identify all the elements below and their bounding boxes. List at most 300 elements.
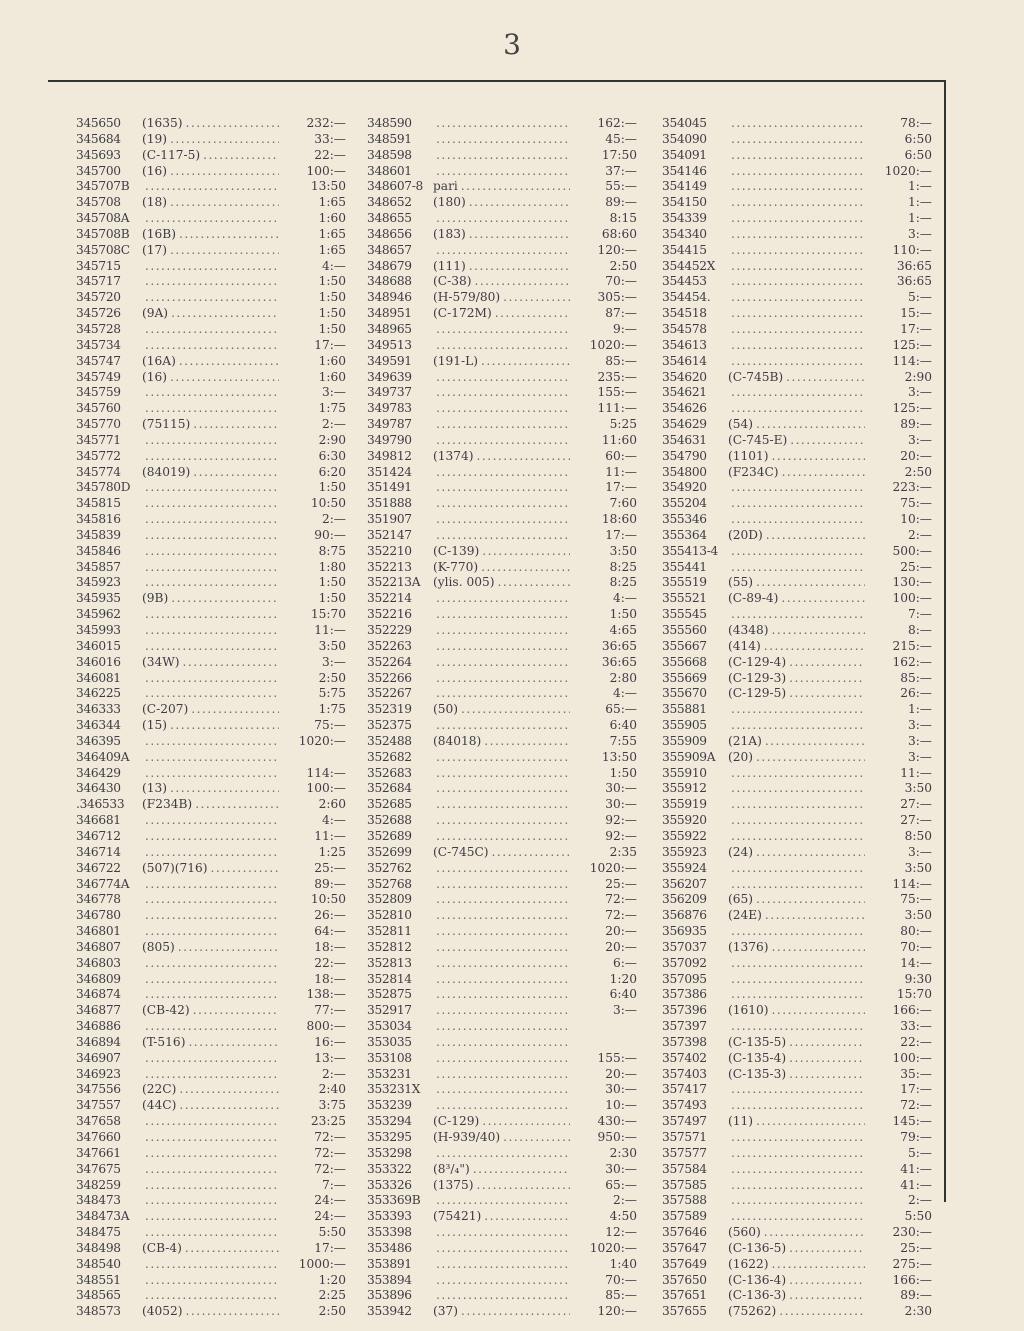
- leader-dots: [481, 354, 570, 370]
- leader-dots: [145, 1019, 279, 1035]
- part-number: 345728: [76, 321, 121, 336]
- price: 65:—: [605, 1177, 637, 1192]
- price: 8:50: [904, 828, 932, 843]
- part-note: (560): [728, 1225, 761, 1240]
- leader-dots: [731, 259, 865, 275]
- price: 2:90: [904, 369, 932, 384]
- part-number: 349639: [367, 369, 412, 384]
- part-number: 355909: [662, 733, 707, 748]
- list-item: [367, 987, 637, 1003]
- part-note: [136, 575, 142, 591]
- part-note: (C-135-4): [728, 1050, 787, 1065]
- list-item: [662, 591, 932, 607]
- leader-dots: [145, 528, 279, 544]
- leader-dots: [145, 639, 279, 655]
- price: 8:25: [609, 559, 637, 574]
- list-item: [367, 686, 637, 702]
- part-note: (75421): [433, 1209, 482, 1224]
- price: 4:—: [321, 813, 346, 828]
- list-item: [367, 211, 637, 227]
- part-note: [427, 639, 433, 655]
- price: 72:—: [314, 1145, 346, 1160]
- price-column-1: [76, 116, 346, 1320]
- price: 3:50: [609, 543, 637, 558]
- part-number: 356876: [662, 908, 707, 923]
- list-item: [662, 1241, 932, 1257]
- part-number: 355545: [662, 607, 707, 622]
- leader-dots: [436, 528, 570, 544]
- part-number: 353231X: [367, 1082, 421, 1097]
- leader-dots: [436, 797, 570, 813]
- part-note: (C-129-4): [728, 654, 787, 669]
- leader-dots: [145, 1130, 279, 1146]
- part-note: (T-516): [142, 1034, 186, 1049]
- leader-dots: [145, 1257, 279, 1273]
- part-number: 346894: [76, 1034, 121, 1049]
- part-note: [722, 243, 728, 259]
- leader-dots: [772, 1003, 865, 1019]
- leader-dots: [436, 750, 570, 766]
- part-number: 345700: [76, 163, 121, 178]
- part-note: (C-745C): [433, 844, 489, 859]
- price: 27:—: [900, 813, 932, 828]
- price: 2:25: [318, 1288, 346, 1303]
- price: 87:—: [605, 306, 637, 321]
- part-note: (F234B): [142, 797, 193, 812]
- part-number: 345846: [76, 543, 121, 558]
- part-note: [427, 718, 433, 734]
- price: 4:—: [612, 686, 637, 701]
- leader-dots: [145, 972, 279, 988]
- price: 17:—: [314, 1240, 346, 1255]
- part-number: 348601: [367, 163, 412, 178]
- list-item: [367, 655, 637, 671]
- price: 12:—: [605, 1225, 637, 1240]
- part-note: [427, 829, 433, 845]
- leader-dots: [469, 195, 570, 211]
- part-number: 352213: [367, 559, 412, 574]
- part-number: 353326: [367, 1177, 412, 1192]
- leader-dots: [183, 655, 279, 671]
- list-item: [662, 306, 932, 322]
- list-item: [367, 132, 637, 148]
- leader-dots: [756, 892, 865, 908]
- leader-dots: [145, 1067, 279, 1083]
- list-item: [76, 512, 346, 528]
- price: 72:—: [605, 892, 637, 907]
- part-note: (55): [728, 575, 754, 590]
- price: 17:—: [605, 527, 637, 542]
- list-item: [76, 449, 346, 465]
- price: 20:—: [605, 924, 637, 939]
- price: 37:—: [605, 163, 637, 178]
- part-number: 345774: [76, 464, 121, 479]
- price: 23:25: [310, 1114, 346, 1129]
- price-column-3: [662, 116, 932, 1320]
- list-item: [76, 1209, 346, 1225]
- part-number: 346780: [76, 908, 121, 923]
- price: 10:—: [900, 512, 932, 527]
- part-number: 357403: [662, 1066, 707, 1081]
- list-item: [76, 465, 346, 481]
- leader-dots: [469, 227, 570, 243]
- part-note: [136, 179, 142, 195]
- list-item: [662, 465, 932, 481]
- part-note: [722, 718, 728, 734]
- list-item: [662, 179, 932, 195]
- list-item: [367, 972, 637, 988]
- list-item: [662, 639, 932, 655]
- leader-dots: [731, 1098, 865, 1114]
- leader-dots: [756, 575, 865, 591]
- part-note: [722, 211, 728, 227]
- price: 1:50: [609, 607, 637, 622]
- list-item: [662, 972, 932, 988]
- part-note: (24): [728, 844, 754, 859]
- price: [573, 1035, 637, 1051]
- leader-dots: [436, 1193, 570, 1209]
- price: 3:—: [907, 226, 932, 241]
- price: 215:—: [892, 638, 932, 653]
- part-note: [722, 766, 728, 782]
- price: 155:—: [597, 385, 637, 400]
- leader-dots: [436, 322, 570, 338]
- part-number: 345707B: [76, 179, 130, 194]
- part-note: [722, 290, 728, 306]
- list-item: [367, 148, 637, 164]
- part-note: [136, 1178, 142, 1194]
- list-item: [662, 385, 932, 401]
- list-item: [76, 797, 346, 813]
- list-item: [76, 623, 346, 639]
- leader-dots: [145, 274, 279, 290]
- part-note: (CB-42): [142, 1003, 190, 1018]
- part-number: 346430: [76, 781, 121, 796]
- price: 60:—: [605, 448, 637, 463]
- leader-dots: [436, 1051, 570, 1067]
- list-item: [662, 243, 932, 259]
- part-number: 345923: [76, 575, 121, 590]
- leader-dots: [170, 164, 279, 180]
- part-note: [427, 892, 433, 908]
- leader-dots: [195, 797, 279, 813]
- part-note: [136, 972, 142, 988]
- leader-dots: [145, 512, 279, 528]
- part-number: 345760: [76, 401, 121, 416]
- price: 100:—: [892, 1050, 932, 1065]
- part-note: (11): [728, 1114, 754, 1129]
- part-note: [722, 544, 728, 560]
- list-item: [662, 575, 932, 591]
- part-note: [136, 259, 142, 275]
- list-item: [76, 671, 346, 687]
- price: 6:20: [318, 464, 346, 479]
- part-note: [722, 259, 728, 275]
- list-item: [76, 591, 346, 607]
- part-number: 357095: [662, 971, 707, 986]
- list-item: [367, 908, 637, 924]
- price: 55:—: [605, 179, 637, 194]
- part-number: 352812: [367, 939, 412, 954]
- part-note: [136, 528, 142, 544]
- price: 26:—: [900, 686, 932, 701]
- part-note: [427, 322, 433, 338]
- list-item: [367, 718, 637, 734]
- part-note: [427, 1241, 433, 1257]
- part-number: 357417: [662, 1082, 707, 1097]
- list-item: [662, 528, 932, 544]
- leader-dots: [731, 480, 865, 496]
- price-column-2: [367, 116, 637, 1320]
- price: 20:—: [605, 1066, 637, 1081]
- leader-dots: [731, 179, 865, 195]
- price: 70:—: [900, 939, 932, 954]
- list-item: [662, 211, 932, 227]
- list-item: [662, 686, 932, 702]
- list-item: [662, 623, 932, 639]
- leader-dots: [170, 370, 279, 386]
- part-number: 346681: [76, 813, 121, 828]
- page-number: 3: [503, 28, 521, 61]
- leader-dots: [497, 575, 570, 591]
- part-number: 353239: [367, 1098, 412, 1113]
- price: 130:—: [892, 575, 932, 590]
- leader-dots: [789, 1067, 865, 1083]
- leader-dots: [193, 417, 279, 433]
- part-note: pari: [433, 179, 458, 194]
- part-number: 354415: [662, 242, 707, 257]
- list-item: [662, 544, 932, 560]
- price: 8:75: [318, 543, 346, 558]
- leader-dots: [436, 813, 570, 829]
- part-number: 353034: [367, 1019, 412, 1034]
- part-note: (20D): [728, 527, 763, 542]
- part-number: 348657: [367, 242, 412, 257]
- price: 1:65: [318, 195, 346, 210]
- price: 166:—: [892, 1003, 932, 1018]
- part-number: 345708A: [76, 211, 130, 226]
- part-note: (C-129): [433, 1114, 480, 1129]
- leader-dots: [193, 465, 279, 481]
- part-number: 352147: [367, 527, 412, 542]
- list-item: [662, 1288, 932, 1304]
- part-note: [427, 1257, 433, 1273]
- list-item: [662, 1209, 932, 1225]
- part-number: 353896: [367, 1288, 412, 1303]
- part-note: [136, 750, 142, 766]
- leader-dots: [170, 243, 279, 259]
- leader-dots: [436, 512, 570, 528]
- part-number: 354091: [662, 147, 707, 162]
- part-note: (1101): [728, 448, 769, 463]
- part-note: (805): [142, 939, 175, 954]
- part-note: [722, 132, 728, 148]
- list-item: [76, 1273, 346, 1289]
- leader-dots: [145, 1162, 279, 1178]
- list-item: [76, 354, 346, 370]
- part-number: 348652: [367, 195, 412, 210]
- leader-dots: [436, 1067, 570, 1083]
- part-note: [136, 433, 142, 449]
- leader-dots: [731, 512, 865, 528]
- list-item: [662, 433, 932, 449]
- part-note: [722, 797, 728, 813]
- leader-dots: [436, 1082, 570, 1098]
- leader-dots: [186, 116, 279, 132]
- part-note: [427, 1146, 433, 1162]
- part-note: [722, 1162, 728, 1178]
- list-item: [76, 956, 346, 972]
- leader-dots: [436, 243, 570, 259]
- part-number: 354621: [662, 385, 707, 400]
- price: 22:—: [314, 955, 346, 970]
- leader-dots: [436, 892, 570, 908]
- price: 20:—: [605, 939, 637, 954]
- leader-dots: [436, 639, 570, 655]
- list-item: [367, 766, 637, 782]
- leader-dots: [145, 987, 279, 1003]
- price: 7:—: [321, 1177, 346, 1192]
- leader-dots: [436, 686, 570, 702]
- leader-dots: [436, 1003, 570, 1019]
- part-note: [136, 1130, 142, 1146]
- leader-dots: [772, 623, 865, 639]
- price: 36:65: [896, 274, 932, 289]
- price: 5:—: [907, 290, 932, 305]
- price: 3:50: [318, 638, 346, 653]
- leader-dots: [436, 987, 570, 1003]
- list-item: [367, 195, 637, 211]
- price: 90:—: [314, 527, 346, 542]
- price: 8:—: [907, 623, 932, 637]
- price: 800:—: [306, 1019, 346, 1034]
- part-number: 355560: [662, 623, 707, 637]
- leader-dots: [731, 401, 865, 417]
- leader-dots: [765, 908, 865, 924]
- part-number: 348951: [367, 306, 412, 321]
- list-item: [76, 322, 346, 338]
- part-number: 357397: [662, 1019, 707, 1034]
- price: 1:—: [907, 702, 932, 717]
- part-number: 345747: [76, 353, 121, 368]
- price: 30:—: [605, 797, 637, 812]
- price: 70:—: [605, 1272, 637, 1287]
- list-item: [367, 1241, 637, 1257]
- price: 2:60: [318, 797, 346, 812]
- list-item: [76, 702, 346, 718]
- part-note: [722, 607, 728, 623]
- part-note: [427, 116, 433, 132]
- list-item: [662, 1225, 932, 1241]
- leader-dots: [731, 496, 865, 512]
- list-item: [367, 290, 637, 306]
- list-item: [662, 512, 932, 528]
- list-item: [367, 528, 637, 544]
- part-note: [722, 274, 728, 290]
- part-number: 352917: [367, 1003, 412, 1018]
- list-item: [367, 370, 637, 386]
- price: 72:—: [605, 908, 637, 923]
- list-item: [367, 1209, 637, 1225]
- list-item: [76, 211, 346, 227]
- price: 8:25: [609, 575, 637, 590]
- part-number: 348598: [367, 147, 412, 162]
- list-item: [662, 940, 932, 956]
- part-number: 346714: [76, 844, 121, 859]
- part-number: 353942: [367, 1304, 412, 1319]
- list-item: [367, 1098, 637, 1114]
- list-item: [662, 496, 932, 512]
- part-note: [722, 148, 728, 164]
- list-item: [367, 480, 637, 496]
- leader-dots: [503, 290, 570, 306]
- leader-dots: [731, 607, 865, 623]
- price: 2:—: [612, 1193, 637, 1208]
- part-note: (1376): [728, 939, 769, 954]
- price: 30:—: [605, 781, 637, 796]
- leader-dots: [779, 1304, 865, 1320]
- list-item: [662, 671, 932, 687]
- part-note: [722, 354, 728, 370]
- part-note: (F234C): [728, 464, 779, 479]
- part-note: (1622): [728, 1256, 769, 1271]
- part-number: 355346: [662, 512, 707, 527]
- list-item: [76, 227, 346, 243]
- leader-dots: [185, 1241, 279, 1257]
- leader-dots: [731, 306, 865, 322]
- list-item: [662, 1003, 932, 1019]
- part-number: 355521: [662, 591, 707, 606]
- list-item: [76, 639, 346, 655]
- leader-dots: [492, 845, 570, 861]
- part-note: (180): [433, 195, 466, 210]
- price: 2:—: [321, 512, 346, 527]
- list-item: [367, 1193, 637, 1209]
- part-note: [427, 1003, 433, 1019]
- part-number: 352684: [367, 781, 412, 796]
- list-item: [367, 465, 637, 481]
- price: 1:60: [318, 211, 346, 226]
- part-note: [136, 671, 142, 687]
- price: 1:—: [907, 195, 932, 210]
- list-item: [76, 164, 346, 180]
- price: 24:—: [314, 1193, 346, 1208]
- part-number: 345857: [76, 559, 121, 574]
- leader-dots: [436, 465, 570, 481]
- leader-dots: [731, 861, 865, 877]
- part-number: 354920: [662, 480, 707, 495]
- part-note: [427, 987, 433, 1003]
- list-item: [76, 766, 346, 782]
- price: 89:—: [605, 195, 637, 210]
- leader-dots: [170, 781, 279, 797]
- price: 5:50: [904, 1209, 932, 1224]
- leader-dots: [171, 591, 279, 607]
- leader-dots: [731, 924, 865, 940]
- part-number: 352319: [367, 702, 412, 717]
- part-note: [427, 924, 433, 940]
- part-number: 345962: [76, 607, 121, 622]
- leader-dots: [731, 972, 865, 988]
- leader-dots: [731, 243, 865, 259]
- price: 18:—: [314, 971, 346, 986]
- list-item: [76, 179, 346, 195]
- list-item: [76, 401, 346, 417]
- part-note: (1610): [728, 1003, 769, 1018]
- list-item: [662, 290, 932, 306]
- list-item: [76, 734, 346, 750]
- part-number: 349591: [367, 353, 412, 368]
